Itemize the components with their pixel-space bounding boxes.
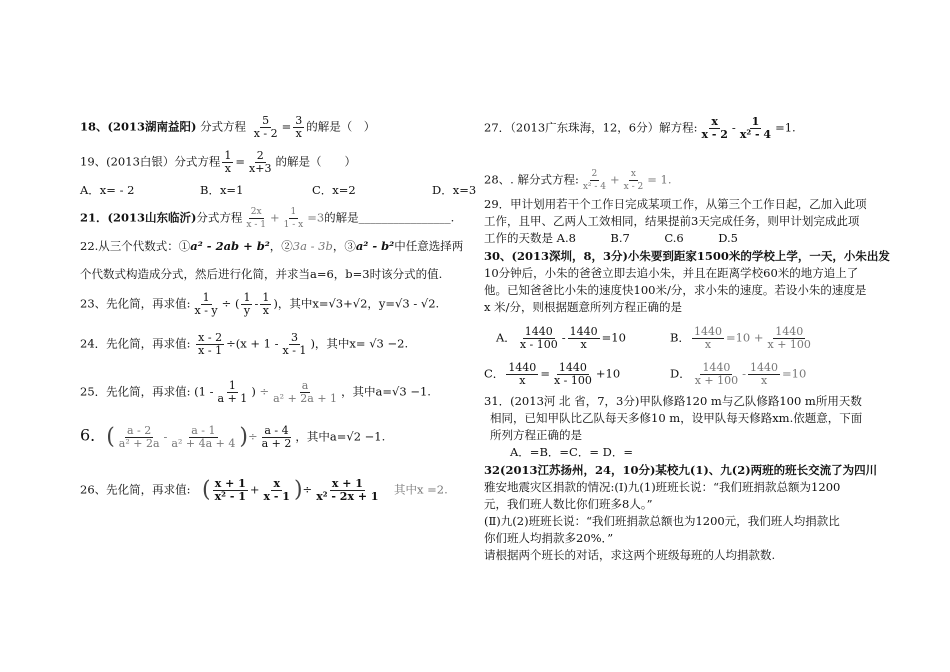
q27: 27．（2013广东珠海，12，6分）解方程: $\frac{x}{x - 2}$ - $\frac{1}{\text{x² - 4}}$ =1. bbox=[484, 115, 796, 141]
q26: 26、先化简，再求值: ( $\frac{x + 1}{\text{x² - 1}}$ + $\frac{x}{x - 1}$ )÷ $\frac{x + 1}{\text{x² - 2x + 1}}$ 其中x =2. bbox=[80, 477, 448, 503]
q19: 19、(2013白银）分式方程 $\frac{1}{x}$ = $\frac{2}{x+3}$ 的解是（ ） bbox=[80, 149, 356, 175]
q19-option-d: D．x=3 bbox=[432, 183, 477, 197]
q30-line2: 10分钟后，小朱的爸爸立即去追小朱，并且在距离学校60米的地方追上了 bbox=[484, 266, 859, 280]
q26-frac2: $\frac{x}{x - 1}$ bbox=[263, 477, 290, 503]
q32-line4: (Ⅱ)九(2)班班长说：“我们班捐款总额也为1200元，我们班人均捐款比 bbox=[484, 514, 840, 528]
q25-frac1: $\frac{1}{a + 1}$ bbox=[217, 379, 248, 405]
q26-frac3: $\frac{x + 1}{\text{x² - 2x + 1}}$ bbox=[316, 477, 379, 503]
q30-option-d: D． $\frac{1440}{x + 100}$ - $\frac{1440}{x}$ =10 bbox=[670, 361, 807, 387]
q29-line3: 工作的天数是 A.8 B.7 C.6 D.5 bbox=[484, 231, 738, 245]
q22-expr1: a² - 2ab + b² bbox=[190, 239, 270, 253]
q23: 23、先化简，再求值: $\frac{1}{x - y}$ ÷ ( $\frac{1}{y}$ - $\frac{1}{x}$ )，其中x=√3+√2，y=√3 - √2. bbox=[80, 291, 440, 317]
q21-label: 21．(2013山东临沂) bbox=[80, 210, 197, 225]
q30-line1: 30、(2013深圳，8，3分)小朱要到距家1500米的学校上学，一天，小朱出发 bbox=[484, 249, 890, 263]
q6-frac1: $\frac{a - 2}{\text{a² + 2a}}$ bbox=[118, 424, 160, 450]
q30-line3: 他。已知爸爸比小朱的速度快100米/分，求小朱的速度。若设小朱的速度是 bbox=[484, 283, 867, 297]
q29-line2: 工作，且甲、乙两人工效相同，结果提前3天完成任务，则甲计划完成此项 bbox=[484, 214, 860, 228]
q23-frac1: $\frac{1}{x - y}$ bbox=[194, 291, 218, 317]
q30-option-b: B． $\frac{1440}{x}$ =10 + $\frac{1440}{x + 100}$ bbox=[670, 325, 811, 351]
q18-frac2: $\frac{3}{x}$ bbox=[295, 114, 303, 140]
q29-line1: 29．甲计划用若干个工作日完成某项工作，从第三个工作日起，乙加入此项 bbox=[484, 197, 867, 211]
q30-option-a: A． $\frac{1440}{x - 100}$ - $\frac{1440}{x}$ =10 bbox=[496, 325, 626, 351]
q32-line6: 请根据两个班长的对话，求这两个班级每班的人均捐款数. bbox=[484, 548, 776, 562]
q30-option-c: C． $\frac{1440}{x}$ = $\frac{1440}{x - 100}$ +10 bbox=[484, 361, 621, 387]
q19-option-c: C．x=2 bbox=[312, 183, 356, 197]
q6-frac3: $\frac{a - 4}{a + 2}$ bbox=[261, 424, 292, 450]
q22-expr2: 3a - 3b bbox=[292, 239, 333, 253]
q18-frac1: $\frac{5}{x - 2}$ bbox=[253, 114, 278, 140]
q31-line2: 相同，已知甲队比乙队每天多修10 m，设甲队每天修路xm.依题意，下面 bbox=[490, 411, 863, 425]
q19-option-a: A．x= - 2 bbox=[80, 183, 135, 197]
q23-frac2: $\frac{1}{y}$ bbox=[243, 291, 251, 317]
q19-option-b: B．x=1 bbox=[200, 183, 244, 197]
q30-line4: x 米/分，则根据题意所列方程正确的是 bbox=[484, 300, 683, 314]
q22-line2: 个代数式构造成分式，然后进行化简，并求当a=6，b=3时该分式的值. bbox=[80, 267, 443, 281]
q26-frac1: $\frac{x + 1}{\text{x² - 1}}$ bbox=[214, 477, 246, 503]
q28-frac1: $\frac{2}{\text{x² - 4}}$ bbox=[582, 169, 607, 192]
q31-line1: 31．(2013河 北 省，7，3分)甲队修路120 m与乙队修路100 m所用天数 bbox=[484, 394, 862, 408]
q6: 6．( $\frac{a - 2}{\text{a² + 2a}}$ - $\frac{a - 1}{\text{a² + 4a + 4}}$ )÷ $\frac{a - 4}{a + 2}$ ，其中a=√2 −1. bbox=[80, 424, 386, 450]
q27-frac1: $\frac{x}{x - 2}$ bbox=[701, 115, 728, 141]
q24-frac2: $\frac{3}{x - 1}$ bbox=[282, 331, 307, 357]
q19-label: 19、(2013白银）分式方程 bbox=[80, 154, 221, 169]
q21-frac1: $\frac{2x}{x - 1}$ bbox=[246, 207, 266, 230]
q21-frac2: $\frac{1}{1 - x}$ bbox=[283, 207, 304, 230]
q21: 21．(2013山东临沂)分式方程 $\frac{2x}{x - 1}$ + $\frac{1}{1 - x}$ =3的解是________________. bbox=[80, 207, 455, 230]
q31-line3: 所列方程正确的是 bbox=[490, 428, 582, 442]
q18: 18、(2013湖南益阳) 分式方程 $\frac{5}{x - 2}$ = $\frac{3}{x}$ 的解是（ ） bbox=[80, 114, 376, 140]
q19-frac1: $\frac{1}{x}$ bbox=[224, 149, 232, 175]
q25: 25．先化简，再求值: (1 - $\frac{1}{a + 1}$ ) ÷ $\frac{a}{\text{a² + 2a + 1}}$ ，其中a=√3 −1. bbox=[80, 379, 431, 405]
q32-line1: 32(2013江苏扬州，24，10分)某校九(1)、九(2)两班的班长交流了为四川 bbox=[484, 463, 878, 477]
q6-frac2: $\frac{a - 1}{\text{a² + 4a + 4}}$ bbox=[171, 424, 236, 450]
q32-line2: 雅安地震灾区捐款的情况:(Ⅰ)九(1)班班长说：“我们班捐款总额为1200 bbox=[484, 480, 841, 494]
q18-label: 18、(2013湖南益阳) bbox=[80, 119, 197, 134]
q31-options: A．=B．=C．= D．= bbox=[510, 445, 633, 459]
q22-expr3: a² - b² bbox=[355, 239, 395, 253]
q23-frac3: $\frac{1}{x}$ bbox=[262, 291, 270, 317]
q24: 24．先化简，再求值: $\frac{x - 2}{x - 1}$ ÷(x + 1 - $\frac{3}{x - 1}$ )，其中x= √3 −2. bbox=[80, 331, 409, 357]
q28-frac2: $\frac{x}{x - 2}$ bbox=[623, 169, 644, 192]
q28: 28、. 解分式方程: $\frac{2}{\text{x² - 4}}$ + $\frac{x}{x - 2}$ = 1. bbox=[484, 169, 672, 192]
q32-line5: 你们班人均捐款多20%．” bbox=[484, 531, 614, 545]
q18-text: 分式方程 bbox=[200, 119, 247, 134]
q25-frac2: $\frac{a}{\text{a² + 2a + 1}}$ bbox=[273, 379, 338, 405]
q22-line1: 22.从三个代数式：①a² - 2ab + b²，②3a - 3b，③a² - b²中任意选择两 bbox=[80, 239, 464, 253]
q32-line3: 元，我们班人数比你们班多8人。” bbox=[484, 497, 653, 511]
q27-frac2: $\frac{1}{\text{x² - 4}}$ bbox=[739, 115, 772, 141]
q24-frac1: $\frac{x - 2}{x - 1}$ bbox=[198, 331, 223, 357]
q19-frac2: $\frac{2}{x+3}$ bbox=[249, 149, 272, 175]
